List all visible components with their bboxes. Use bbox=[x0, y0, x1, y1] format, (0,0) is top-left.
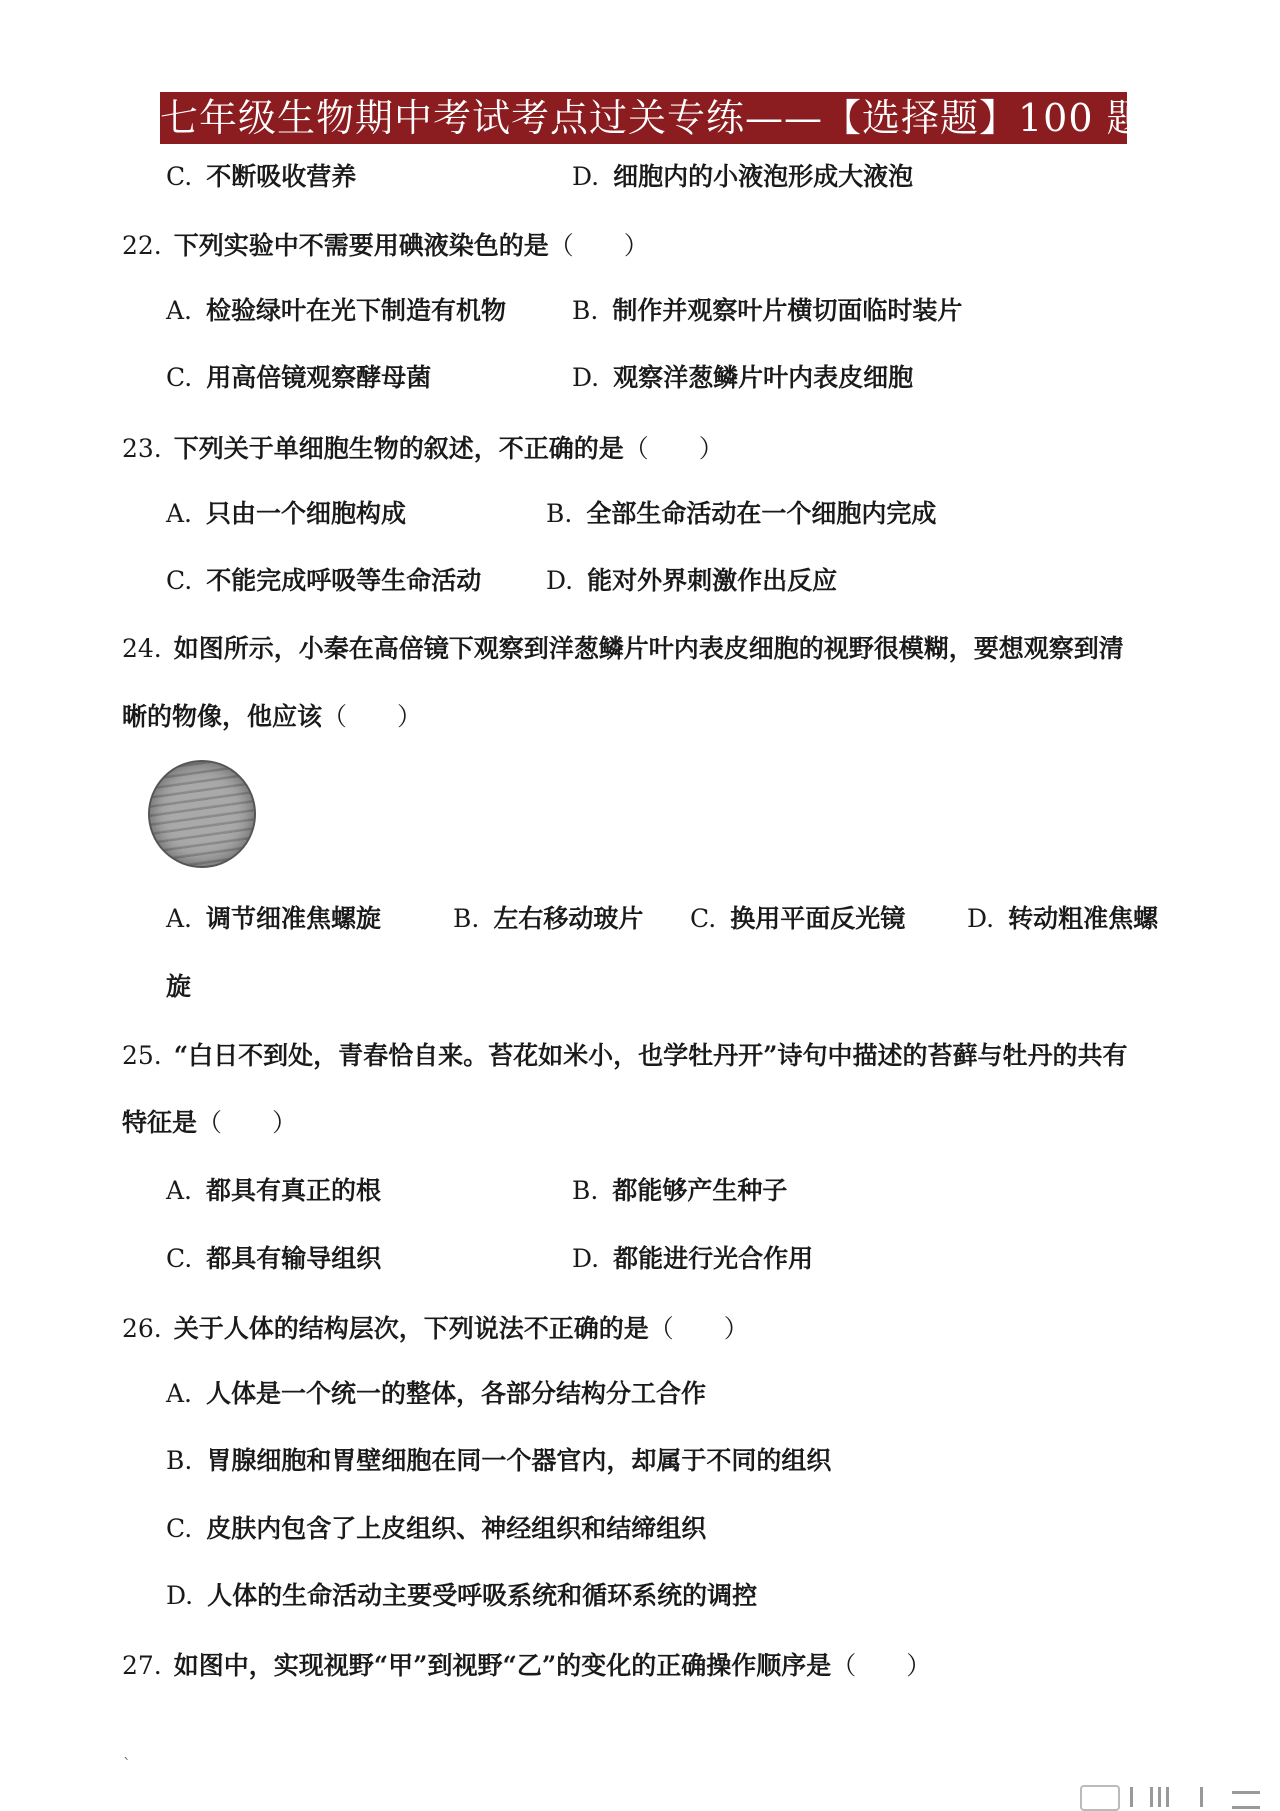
option-text: 检验绿叶在光下制造有机物 bbox=[206, 296, 507, 325]
option-key: C. bbox=[166, 566, 193, 595]
column-view-icon[interactable] bbox=[1166, 1787, 1169, 1807]
option-text: 只由一个细胞构成 bbox=[206, 499, 407, 528]
option-text: 都能够产生种子 bbox=[612, 1176, 788, 1205]
q21-option-c[interactable] bbox=[166, 160, 356, 194]
question-number: 23. bbox=[122, 434, 162, 463]
option-key: D. bbox=[572, 1244, 600, 1273]
q22-option-b[interactable] bbox=[572, 294, 962, 328]
q23-option-d[interactable] bbox=[546, 564, 837, 598]
option-text: 细胞内的小液泡形成大液泡 bbox=[613, 162, 914, 191]
question-text: 特征是 bbox=[122, 1108, 198, 1137]
divider-icon bbox=[1130, 1787, 1133, 1807]
q26-stem bbox=[122, 1312, 749, 1346]
q25-option-b[interactable] bbox=[572, 1174, 787, 1208]
q26-option-a[interactable] bbox=[166, 1377, 706, 1411]
option-text: 不断吸收营养 bbox=[206, 162, 357, 191]
q23-option-b[interactable] bbox=[546, 497, 936, 531]
option-key: D. bbox=[967, 904, 995, 933]
q23-option-a[interactable] bbox=[166, 497, 406, 531]
option-text: 胃腺细胞和胃壁细胞在同一个器官内，却属于不同的组织 bbox=[206, 1446, 832, 1475]
option-text: 制作并观察叶片横切面临时装片 bbox=[612, 296, 963, 325]
q24-option-d-continued bbox=[166, 970, 191, 1004]
option-text: 都具有输导组织 bbox=[206, 1244, 382, 1273]
q25-option-d[interactable] bbox=[572, 1242, 813, 1276]
option-text: 不能完成呼吸等生命活动 bbox=[206, 566, 482, 595]
option-key: D. bbox=[572, 162, 600, 191]
option-key: B. bbox=[572, 1176, 599, 1205]
page-banner-title: 七年级生物期中考试考点过关专练——【选择题】100 题 bbox=[160, 92, 1127, 144]
q24-option-a[interactable] bbox=[166, 902, 381, 936]
answer-blank: （ ） bbox=[623, 434, 724, 463]
option-key: C. bbox=[166, 1514, 193, 1543]
option-key: C. bbox=[166, 1244, 193, 1273]
question-text: 如图中，实现视野“甲”到视野“乙”的变化的正确操作顺序是 bbox=[173, 1651, 832, 1680]
option-text: 能对外界刺激作出反应 bbox=[587, 566, 838, 595]
q24-stem-line1 bbox=[122, 632, 1124, 666]
option-key: C. bbox=[166, 162, 193, 191]
q23-stem bbox=[122, 432, 724, 466]
option-key: B. bbox=[453, 904, 480, 933]
question-number: 25. bbox=[122, 1041, 162, 1070]
option-text: 观察洋葱鳞片叶内表皮细胞 bbox=[613, 363, 914, 392]
option-text: 调节细准焦螺旋 bbox=[206, 904, 382, 933]
q22-option-d[interactable] bbox=[572, 361, 913, 395]
option-key: D. bbox=[546, 566, 574, 595]
question-text: 下列实验中不需要用碘液染色的是 bbox=[173, 231, 549, 260]
q24-option-b[interactable] bbox=[453, 902, 643, 936]
option-key: A. bbox=[166, 499, 193, 528]
q25-stem-line1 bbox=[122, 1039, 1128, 1073]
question-text: 晰的物像，他应该 bbox=[122, 702, 323, 731]
q25-option-a[interactable] bbox=[166, 1174, 381, 1208]
q26-option-b[interactable] bbox=[166, 1444, 831, 1478]
option-key: A. bbox=[166, 1379, 193, 1408]
column-view-icon[interactable] bbox=[1150, 1787, 1153, 1807]
option-text: 左右移动玻片 bbox=[493, 904, 644, 933]
question-number: 26. bbox=[122, 1314, 162, 1343]
answer-blank: （ ） bbox=[648, 1314, 749, 1343]
answer-blank: （ ） bbox=[548, 231, 649, 260]
option-key: B. bbox=[166, 1446, 193, 1475]
q22-stem bbox=[122, 229, 649, 263]
viewer-toolbar bbox=[1080, 1783, 1260, 1809]
q26-option-d[interactable] bbox=[166, 1579, 757, 1613]
q26-option-c[interactable] bbox=[166, 1512, 706, 1546]
option-text: 换用平面反光镜 bbox=[730, 904, 906, 933]
option-key: B. bbox=[572, 296, 599, 325]
divider-icon bbox=[1200, 1787, 1203, 1807]
q22-option-a[interactable] bbox=[166, 294, 506, 328]
answer-blank: （ ） bbox=[831, 1651, 932, 1680]
q24-option-d[interactable] bbox=[967, 902, 1158, 936]
option-text: 皮肤内包含了上皮组织、神经组织和结缔组织 bbox=[206, 1514, 707, 1543]
option-key: C. bbox=[690, 904, 717, 933]
option-text: 转动粗准焦螺 bbox=[1008, 904, 1159, 933]
option-text: 人体的生命活动主要受呼吸系统和循环系统的调控 bbox=[207, 1581, 758, 1610]
option-text: 都具有真正的根 bbox=[206, 1176, 382, 1205]
q21-option-d[interactable] bbox=[572, 160, 913, 194]
question-text: 下列关于单细胞生物的叙述，不正确的是 bbox=[173, 434, 624, 463]
option-text: 人体是一个统一的整体，各部分结构分工合作 bbox=[206, 1379, 707, 1408]
page-footmark: ` bbox=[123, 1755, 131, 1774]
option-text: 旋 bbox=[166, 972, 192, 1001]
question-number: 27. bbox=[122, 1651, 162, 1680]
q25-stem-line2 bbox=[122, 1106, 297, 1140]
option-text: 用高倍镜观察酵母菌 bbox=[206, 363, 432, 392]
page-view-icon[interactable] bbox=[1080, 1785, 1120, 1811]
q22-option-c[interactable] bbox=[166, 361, 431, 395]
option-key: D. bbox=[166, 1581, 194, 1610]
option-key: A. bbox=[166, 296, 193, 325]
option-text: 都能进行光合作用 bbox=[613, 1244, 814, 1273]
q24-stem-line2 bbox=[122, 700, 422, 734]
q23-option-c[interactable] bbox=[166, 564, 481, 598]
option-key: C. bbox=[166, 363, 193, 392]
question-number: 24. bbox=[122, 634, 162, 663]
question-text: “白日不到处，青春恰自来。苔花如米小，也学牡丹开”诗句中描述的苔藓与牡丹的共有 bbox=[173, 1041, 1128, 1070]
option-key: D. bbox=[572, 363, 600, 392]
q24-option-c[interactable] bbox=[690, 902, 905, 936]
answer-blank: （ ） bbox=[322, 702, 423, 731]
answer-blank: （ ） bbox=[197, 1108, 298, 1137]
column-view-icon[interactable] bbox=[1158, 1787, 1161, 1807]
option-text: 全部生命活动在一个细胞内完成 bbox=[586, 499, 937, 528]
question-number: 22. bbox=[122, 231, 162, 260]
q27-stem bbox=[122, 1649, 931, 1683]
option-key: A. bbox=[166, 1176, 193, 1205]
q25-option-c[interactable] bbox=[166, 1242, 381, 1276]
question-text: 关于人体的结构层次，下列说法不正确的是 bbox=[173, 1314, 649, 1343]
option-key: A. bbox=[166, 904, 193, 933]
menu-icon[interactable] bbox=[1232, 1791, 1260, 1809]
microscope-view-image bbox=[148, 760, 256, 868]
option-key: B. bbox=[546, 499, 573, 528]
question-text: 如图所示，小秦在高倍镜下观察到洋葱鳞片叶内表皮细胞的视野很模糊，要想观察到清 bbox=[173, 634, 1124, 663]
